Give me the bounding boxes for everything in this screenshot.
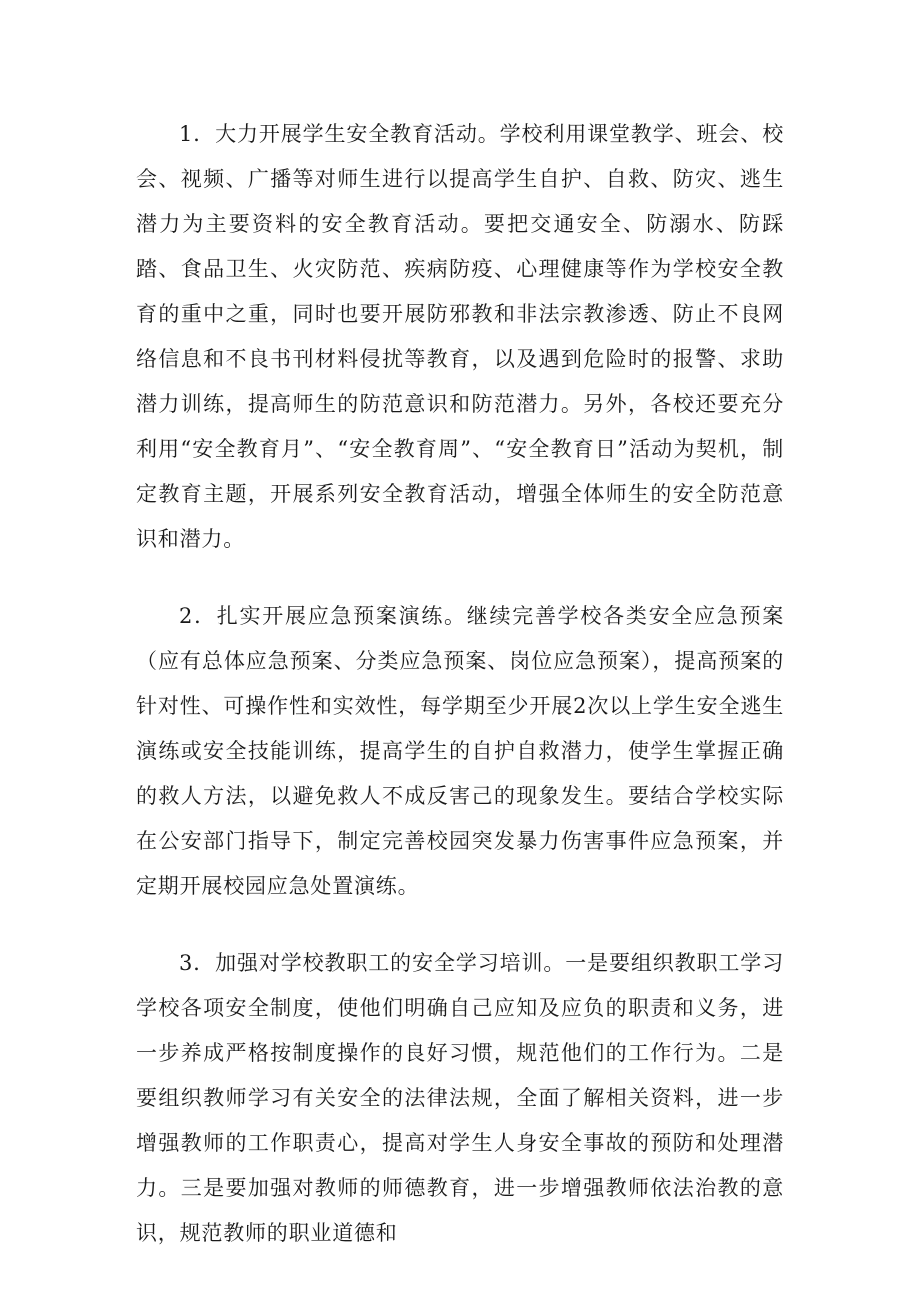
paragraph-emergency-drills: 2．扎实开展应急预案演练。继续完善学校各类安全应急预案（应有总体应急预案、分类应急预案、岗位应急预案），提高预案的针对性、可操作性和实效性，每学期至少开展2次以上学生安全逃生演练或安全技能训练，提高学生的自护自救潜力，使学生掌握正确的救人方法，以避免救人不成反害己的现象发生。要结合学校实际在公安部门指导下，制定完善校园突发暴力伤害事件应急预案，并定期开展校园应急处置演练。 [136, 604, 784, 898]
paragraph-staff-training: 3．加强对学校教职工的安全学习培训。一是要组织教职工学习学校各项安全制度，使他们明确自己应知及应负的职责和义务，进一步养成严格按制度操作的良好习惯，规范他们的工作行为。二是要组织教师学习有关安全的法律法规，全面了解相关资料，进一步增强教师的工作职责心，提高对学生人身安全事故的预防和处理潜力。三是要加强对教师的师德教育，进一步增强教师依法治教的意识，规范教师的职业道德和 [136, 951, 784, 1245]
document-body [136, 112, 784, 1256]
paragraph-safety-education: 1．大力开展学生安全教育活动。学校利用课堂教学、班会、校会、视频、广播等对师生进行以提高学生自护、自救、防灾、逃生潜力为主要资料的安全教育活动。要把交通安全、防溺水、防踩踏、食品卫生、火灾防范、疾病防疫、心理健康等作为学校安全教育的重中之重，同时也要开展防邪教和非法宗教渗透、防止不良网络信息和不良书刊材料侵扰等教育，以及遇到危险时的报警、求助潜力训练，提高师生的防范意识和防范潜力。另外，各校还要充分利用“安全教育月”、“安全教育周”、“安全教育日”活动为契机，制定教育主题，开展系列安全教育活动，增强全体师生的安全防范意识和潜力。 [136, 122, 784, 551]
